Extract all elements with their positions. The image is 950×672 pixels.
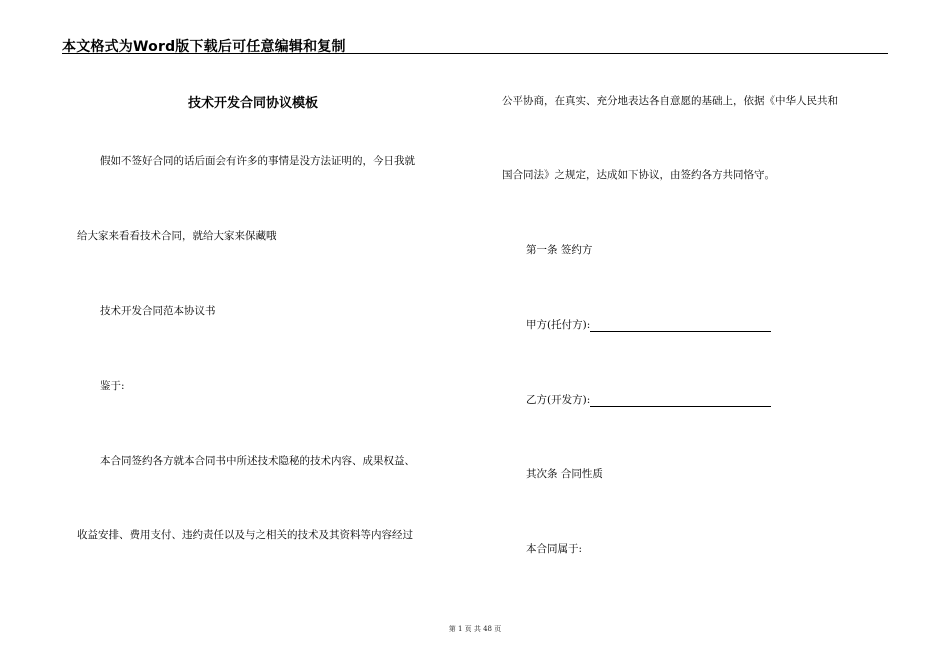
page-number-footer: 第 1 页 共 48 页 [448,625,502,633]
paragraph-terms-line2: 收益安排、费用支付、违约责任以及与之相关的技术及其资料等内容经过 [77,529,413,541]
paragraph-intro-line1: 假如不签好合同的话后面会有许多的事情是没方法证明的，今日我就 [100,155,415,167]
party-a-row [526,318,771,332]
document-title: 技术开发合同协议模板 [188,96,319,111]
header-banner: 本文格式为Word版下载后可任意编辑和复制 [62,39,346,55]
paragraph-intro-line2: 给大家来看看技术合同，就给大家来保藏哦 [77,230,277,242]
paragraph-terms-line1: 本合同签约各方就本合同书中所述技术隐秘的技术内容、成果权益、 [100,455,415,467]
party-b-blank-line [590,395,771,407]
article-1-heading: 第一条 签约方 [526,244,593,256]
party-b-label: 乙方(开发方): [526,394,591,406]
party-a-label: 甲方(托付方): [526,319,591,331]
paragraph-continued-line1: 公平协商，在真实、充分地表达各自意愿的基础上，依据《中华人民共和 [502,95,838,107]
paragraph-continued-line2: 国合同法》之规定，达成如下协议，由签约各方共同恪守。 [502,169,775,181]
article-2-heading: 其次条 合同性质 [526,468,603,480]
party-b-row [526,393,771,407]
header-divider [62,53,888,54]
paragraph-agreement-name: 技术开发合同范本协议书 [100,305,216,317]
party-a-blank-line [590,320,771,332]
contract-type-label: 本合同属于: [526,543,583,555]
paragraph-whereas: 鉴于: [100,380,125,392]
